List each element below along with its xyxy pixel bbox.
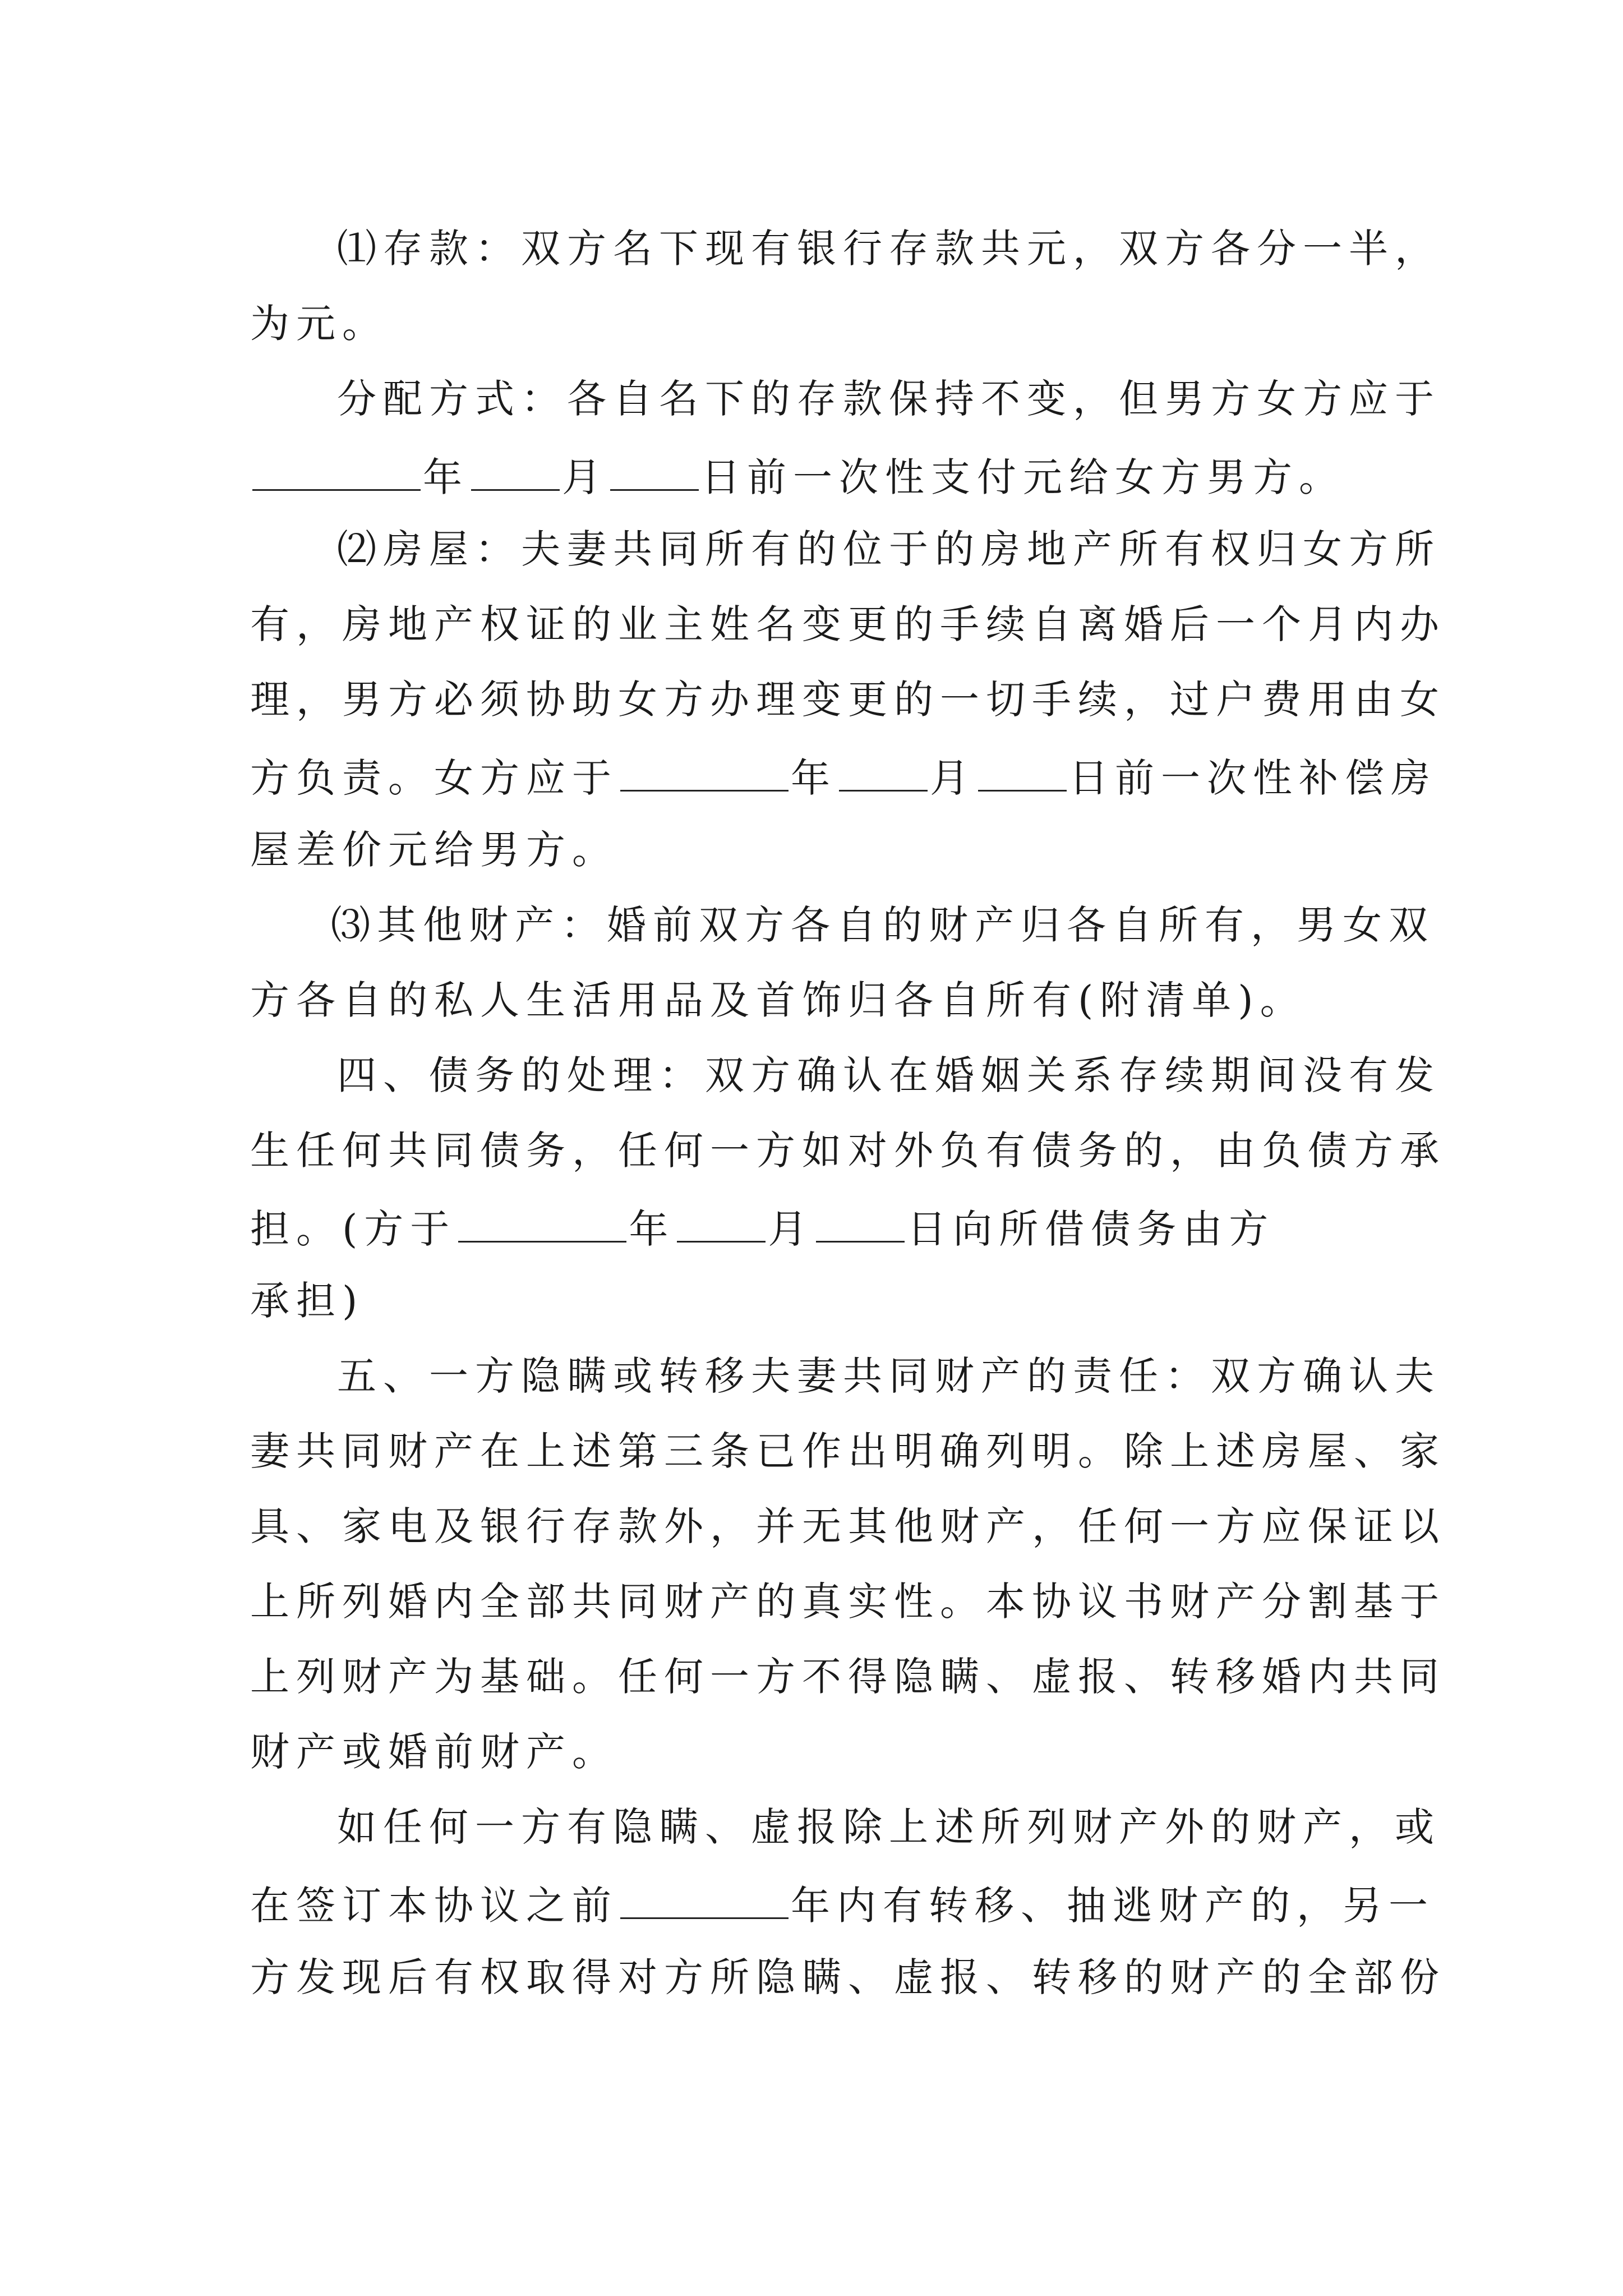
- blank-month: [471, 454, 560, 491]
- blank-day: [816, 1206, 905, 1243]
- concealment-line-5: 上列财产为基础。任何一方不得隐瞒、虚报、转移婚内共同: [250, 1654, 1446, 1700]
- penalty-line-2-start: 在签订本协议之前: [250, 1883, 618, 1929]
- month-label: 月: [562, 454, 608, 500]
- debt-line-4: 承担): [250, 1278, 365, 1324]
- penalty-line-3: 方发现后有权取得对方所隐瞒、虚报、转移的财产的全部份: [250, 1954, 1446, 2000]
- month-label: 月: [930, 755, 976, 801]
- concealment-line-3: 具、家电及银行存款外，并无其他财产，任何一方应保证以: [250, 1503, 1446, 1549]
- blank-year: [620, 755, 789, 792]
- house-line-2: 有，房地产权证的业主姓名变更的手续自离婚后一个月内办: [250, 601, 1446, 647]
- debt-line-3: [250, 1206, 1275, 1252]
- house-line-4-rest: 日前一次性补偿房: [1069, 755, 1437, 801]
- concealment-line-4: 上所列婚内全部共同财产的真实性。本协议书财产分割基于: [250, 1579, 1446, 1625]
- month-label: 月: [768, 1206, 814, 1252]
- year-label: 年: [423, 454, 469, 500]
- distribution-line-2: [250, 454, 1345, 500]
- debt-line-2: 生任何共同债务，任何一方如对外负有债务的，由负债方承: [250, 1128, 1446, 1174]
- debt-line-1: 四、债务的处理：双方确认在婚姻关系存续期间没有发: [337, 1052, 1441, 1098]
- house-line-1: ⑵房屋：夫妻共同所有的位于的房地产所有权归女方所: [337, 526, 1441, 572]
- penalty-line-1: 如任何一方有隐瞒、虚报除上述所列财产外的财产，或: [337, 1804, 1441, 1850]
- debt-line-3-start: 担。(方于: [250, 1206, 457, 1252]
- concealment-line-2: 妻共同财产在上述第三条已作出明确列明。除上述房屋、家: [250, 1428, 1446, 1474]
- concealment-line-6: 财产或婚前财产。: [250, 1729, 618, 1775]
- deposit-line-1: ⑴存款：双方名下现有银行存款共元，双方各分一半，: [337, 226, 1441, 272]
- concealment-line-1: 五、一方隐瞒或转移夫妻共同财产的责任：双方确认夫: [337, 1353, 1441, 1399]
- house-line-3: 理，男方必须协助女方办理变更的一切手续，过户费用由女: [250, 677, 1446, 723]
- blank-month: [677, 1206, 766, 1243]
- distribution-line-2-rest: 日前一次性支付元给女方男方。: [701, 454, 1345, 500]
- blank-day: [978, 755, 1067, 792]
- other-property-line-2: 方各自的私人生活用品及首饰归各自所有(附清单)。: [250, 977, 1306, 1023]
- deposit-line-2: 为元。: [250, 301, 388, 347]
- blank-month: [839, 755, 928, 792]
- year-label: 年: [629, 1206, 675, 1252]
- blank-year: [252, 454, 421, 491]
- blank-day: [610, 454, 699, 491]
- house-line-5: 屋差价元给男方。: [250, 827, 618, 873]
- penalty-line-2: [250, 1883, 1435, 1929]
- penalty-line-2-rest: 年内有转移、抽逃财产的，另一: [791, 1883, 1435, 1929]
- debt-line-3-rest: 日向所借债务由方: [907, 1206, 1275, 1252]
- distribution-line-1: 分配方式：各自名下的存款保持不变，但男方女方应于: [337, 376, 1441, 422]
- house-line-4-start: 方负责。女方应于: [250, 755, 618, 801]
- other-property-line-1: ⑶其他财产：婚前双方各自的财产归各自所有，男女双: [331, 902, 1435, 948]
- blank-years: [620, 1883, 789, 1919]
- year-label: 年: [791, 755, 837, 801]
- blank-year: [458, 1206, 626, 1243]
- house-line-4: [250, 755, 1437, 801]
